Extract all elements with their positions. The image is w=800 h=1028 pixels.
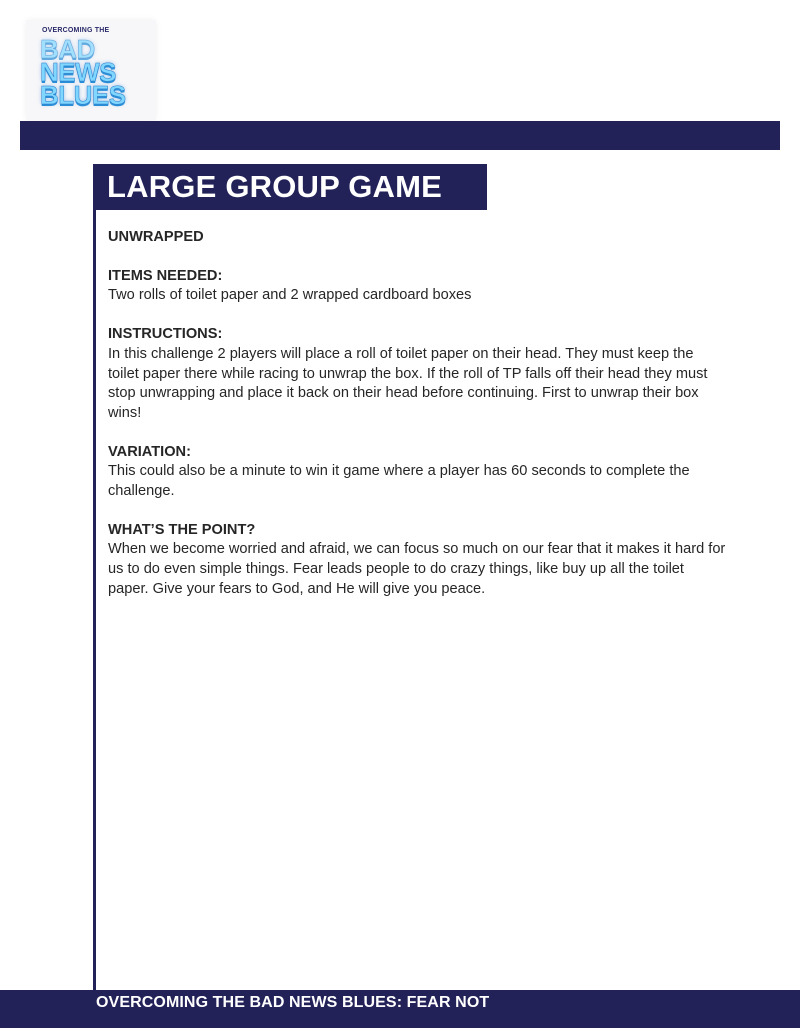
items-needed-label: ITEMS NEEDED: xyxy=(108,267,223,284)
point-text: When we become worried and afraid, we can focus so much on our fear that it makes it hard for us to do even simple things. Fear leads people to do crazy things, like buy up all the toilet paper. Give your fears to God, and He will give you peace. xyxy=(108,541,726,597)
items-needed-section xyxy=(108,267,728,306)
series-logo xyxy=(26,20,156,120)
logo-line-blues: BLUES xyxy=(40,80,126,110)
instructions-section xyxy=(108,325,728,424)
instructions-label: INSTRUCTIONS: xyxy=(108,326,223,343)
page-title: LARGE GROUP GAME xyxy=(95,164,487,210)
logo-small-text: OVERCOMING THE xyxy=(42,27,110,34)
document-content xyxy=(108,228,728,619)
variation-label: VARIATION: xyxy=(108,443,191,460)
logo-line-news: NEWS xyxy=(40,57,116,87)
footer-band xyxy=(0,990,800,1028)
point-section xyxy=(108,521,728,600)
variation-text: This could also be a minute to win it game where a player has 60 seconds to complete the challenge. xyxy=(108,463,690,500)
items-needed-text: Two rolls of toilet paper and 2 wrapped cardboard boxes xyxy=(108,287,472,304)
left-vertical-rule xyxy=(93,164,96,990)
logo-line-bad: BAD xyxy=(40,34,95,64)
top-header-band xyxy=(20,121,780,150)
footer-title: OVERCOMING THE BAD NEWS BLUES: FEAR NOT xyxy=(96,994,490,1011)
game-title: UNWRAPPED xyxy=(108,229,204,245)
point-label: WHAT’S THE POINT? xyxy=(108,521,256,538)
variation-section xyxy=(108,443,728,502)
instructions-text: In this challenge 2 players will place a roll of toilet paper on their head. They must keep the toilet paper there while racing to unwrap the box. If the roll of TP falls off their head they must stop unwrapping and place it back on their head before continuing. First to unwrap their box wins! xyxy=(108,345,708,421)
